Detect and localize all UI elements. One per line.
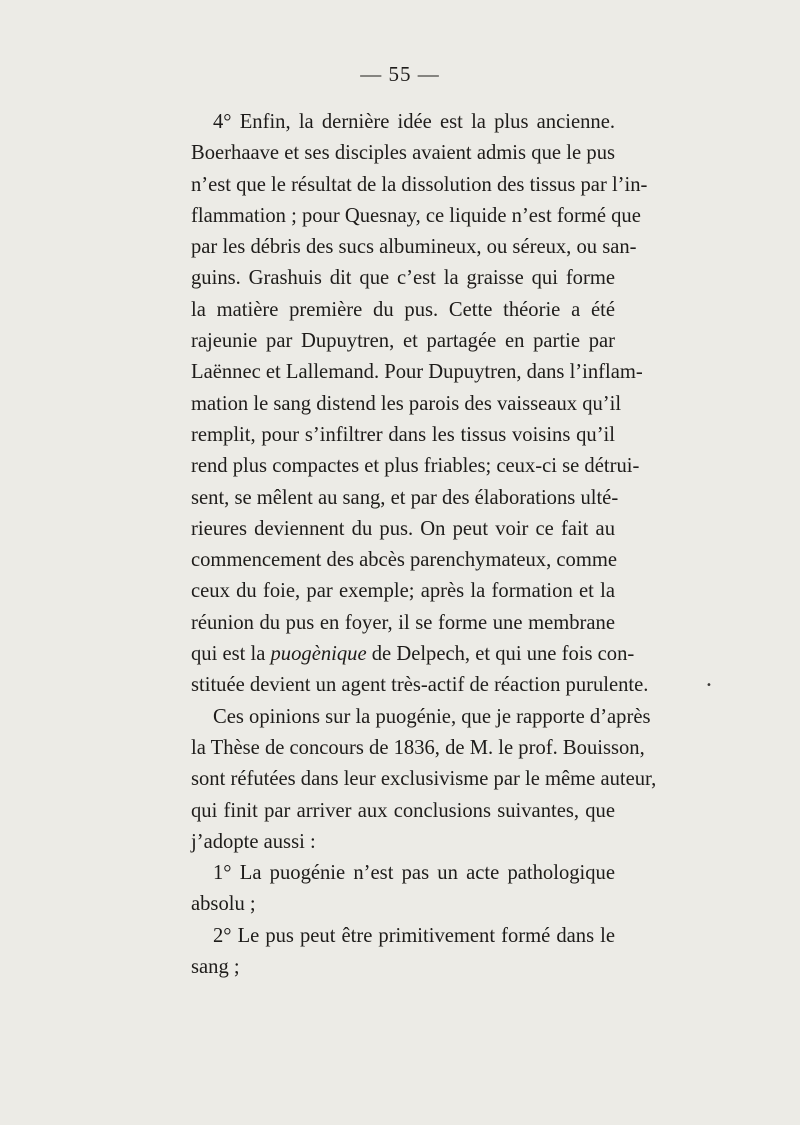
text-line: qui finit par arriver aux conclusions suivantes, que <box>191 799 615 822</box>
text-line-puogenique <box>191 639 635 670</box>
stray-dot-mark: • <box>706 680 712 691</box>
text-line: 4° Enfin, la dernière idée est la plus ancienne. <box>213 111 615 133</box>
line-segment: qui est la <box>191 643 271 666</box>
text-line: Boerhaave et ses disciples avaient admis que le pus <box>191 142 615 165</box>
text-line: la Thèse de concours de 1836, de M. le prof. Bouisson, <box>191 736 645 759</box>
text-line: sang ; <box>191 956 240 979</box>
line-segment: de Delpech, et qui une fois con- <box>366 643 635 666</box>
page-number: — 55 — <box>360 62 440 86</box>
text-line: remplit, pour s’infiltrer dans les tissus voisins qu’il <box>191 423 615 446</box>
text-line: Laënnec et Lallemand. Pour Dupuytren, dans l’inflam- <box>191 361 643 384</box>
text-line: n’est que le résultat de la dissolution des tissus par l’in- <box>191 173 648 196</box>
text-line: 2° Le pus peut être primitivement formé dans le <box>213 924 615 947</box>
text-line: la matière première du pus. Cette théorie a été <box>191 298 615 321</box>
text-line: sont réfutées dans leur exclusivisme par le même auteur, <box>191 768 657 791</box>
text-line: absolu ; <box>191 893 256 916</box>
text-line: Ces opinions sur la puogénie, que je rapporte d’après <box>213 705 651 728</box>
text-line: flammation ; pour Quesnay, ce liquide n’est formé que <box>191 204 641 227</box>
text-line: 1° La puogénie n’est pas un acte pathologique <box>213 862 615 885</box>
text-line: j’adopte aussi : <box>191 830 316 853</box>
text-line: sent, se mêlent au sang, et par des élaborations ulté- <box>191 486 619 509</box>
body-text <box>191 107 657 983</box>
text-line: mation le sang distend les parois des vaisseaux qu’il <box>191 392 622 415</box>
text-line: par les débris des sucs albumineux, ou séreux, ou san- <box>191 236 637 259</box>
text-line: rieures deviennent du pus. On peut voir ce fait au <box>191 517 615 540</box>
text-line: rend plus compactes et plus friables; ceux-ci se détrui- <box>191 455 640 478</box>
text-line: commencement des abcès parenchymateux, comme <box>191 549 617 572</box>
text-line: guins. Grashuis dit que c’est la graisse qui forme <box>191 267 615 290</box>
text-line: réunion du pus en foyer, il se forme une membrane <box>191 611 615 634</box>
text-line: rajeunie par Dupuytren, et partagée en partie par <box>191 330 615 353</box>
text-line: ceux du foie, par exemple; après la formation et la <box>191 580 615 603</box>
text-line: stituée devient un agent très-actif de réaction purulente. <box>191 674 649 697</box>
italic-term: puogènique <box>270 643 367 666</box>
